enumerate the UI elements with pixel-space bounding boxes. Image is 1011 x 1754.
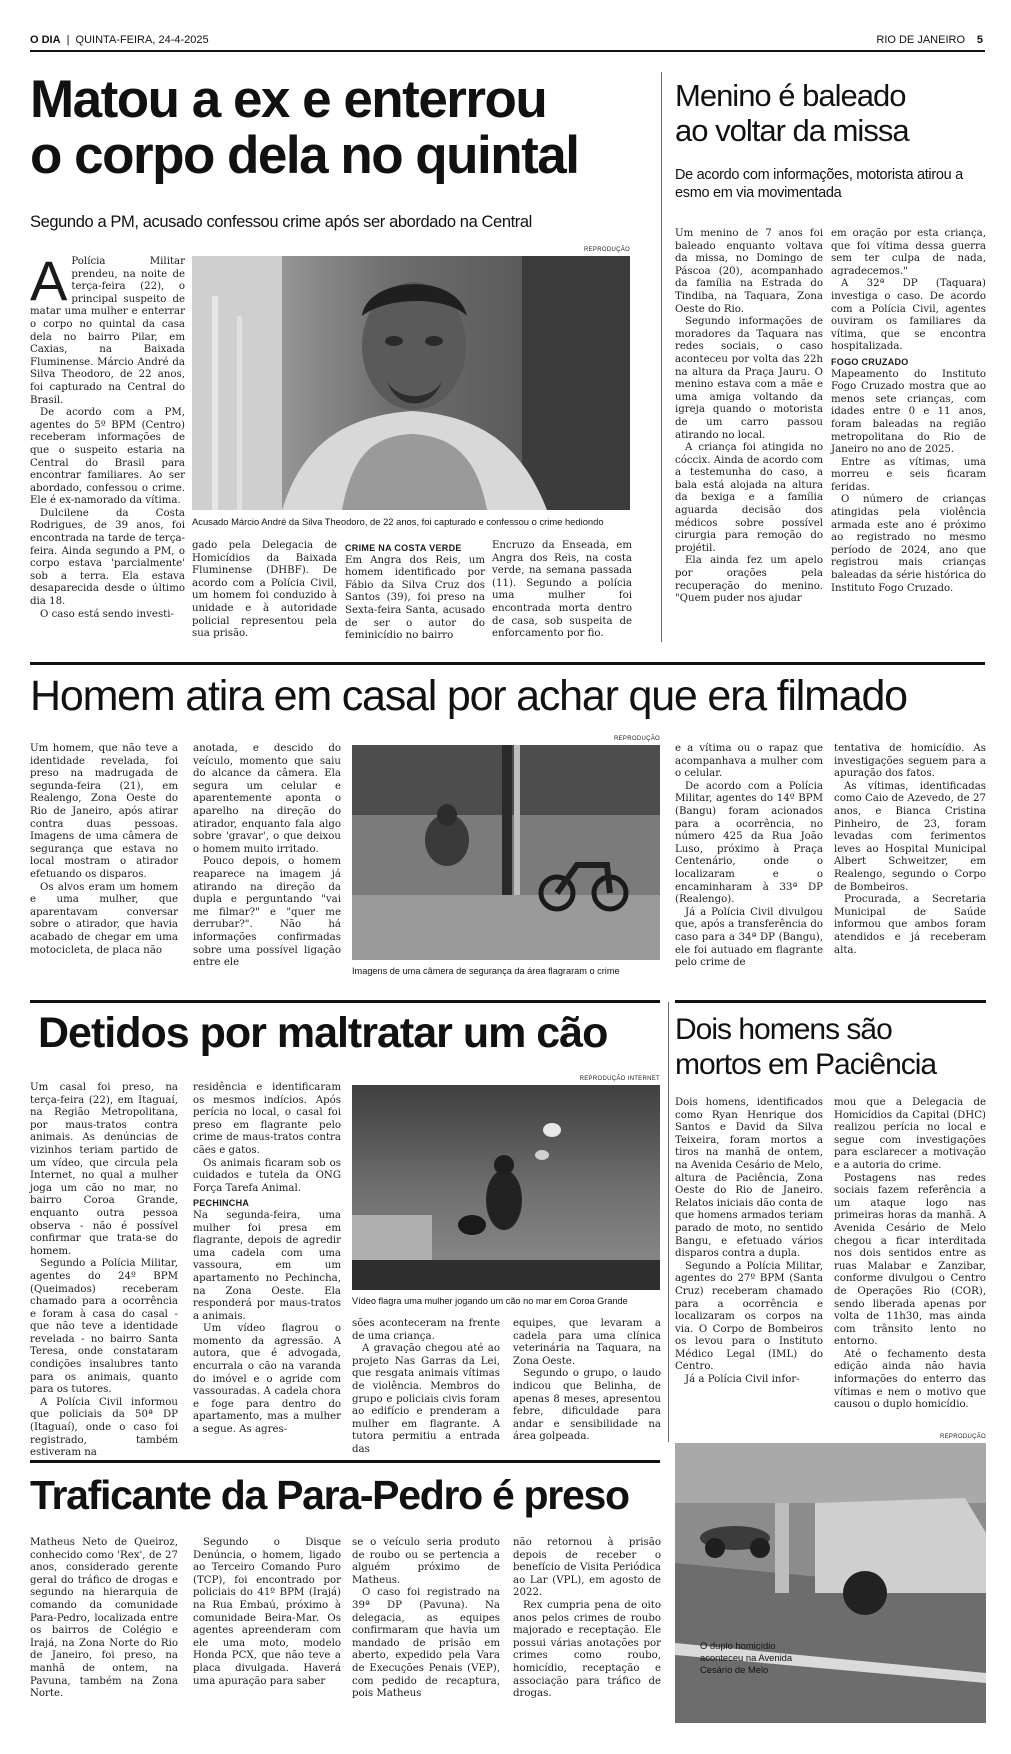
story3-column-4 [834, 743, 986, 998]
story5-column-2 [834, 1097, 986, 1427]
story1-column-2 [192, 540, 337, 640]
story4-photo-credit: REPRODUÇÃO INTERNET [579, 1076, 660, 1082]
story1-photo-credit: REPRODUÇÃO [583, 247, 630, 253]
story6-paragraph: se o veículo seria produto de roubo ou se pertencia a alguém próximo de Matheus. [352, 1537, 500, 1586]
story4-paragraph: residência e identificaram os mesmos indícios. Após perícia no local, o casal foi preso em flagrante pelo crime de maus-tratos contra cães e gatos. [193, 1082, 341, 1156]
story1-caption: Acusado Márcio André da Silva Theodoro, de 22 anos, foi capturado e confessou o crime hediondo [192, 516, 604, 527]
story3-caption: Imagens de uma câmera de segurança da área flagraram o crime [352, 966, 620, 976]
story2-paragraph: Segundo informações de moradores da Taquara nas redes sociais, o caso aconteceu por volta das 22h na altura da Praça Jauru. O menino estava com a mãe e uma amiga voltando da igreja quando o motorista de um carro passou atirando no local. [675, 316, 823, 441]
story2-subhead: FOGO CRUZADO [831, 356, 909, 367]
story4-paragraph: Os animais ficaram sob os cuidados e tutela da ONG Força Tarefa Animal. [193, 1157, 341, 1194]
story5-paragraph: Até o fechamento desta edição ainda não havia informações do enterro das vítimas e nem o motivo que causou o duplo homicídio. [834, 1348, 986, 1411]
story1-paragraph: De acordo com a PM, agentes do 5º BPM (Centro) receberam informações de que o suspeito estaria na Central do Brasil para encontrar familiares. Ao ser abordado, confessou o crime. Ele é ex-namorado da vítima. [30, 407, 185, 507]
story1-subhead: CRIME NA COSTA VERDE [345, 543, 462, 553]
story3-top-rule [30, 662, 985, 665]
story4-headline: Detidos por maltratar um cão [38, 1009, 608, 1057]
story4-column-3 [352, 1318, 500, 1455]
story1-deck: Segundo a PM, acusado confessou crime após ser abordado na Central [30, 213, 532, 231]
story3-paragraph: De acordo com a Polícia Militar, agentes do 14º BPM (Bangu) foram acionados para a ocorrência, no número 425 da Rua João Luso, próximo à Praça Centenário, onde o localizaram e o encaminharam à 33ª DP (Realengo). [675, 780, 823, 906]
story1-column-4 [492, 540, 632, 640]
story3-column-3 [675, 743, 823, 998]
column-divider [661, 72, 662, 642]
story3-photo [352, 745, 660, 960]
story6-headline: Traficante da Para-Pedro é preso [30, 1472, 629, 1518]
story6-column-1 [30, 1537, 178, 1737]
story2-paragraph: Ela ainda fez um apelo por orações pela recuperação do menino. "Quem puder nos ajudar [675, 555, 823, 605]
story4-paragraph: Segundo o grupo, o laudo indicou que Belinha, de apenas 8 meses, apresentou febre, dificuldade para andar e sensibilidade na área golpeada. [513, 1368, 661, 1443]
story3-paragraph: Já a Polícia Civil divulgou que, após a transferência do caso para a 34ª DP (Bangu), ele foi autuado em flagrante pelo crime de [675, 906, 823, 969]
story1-headline-line2: o corpo dela no quintal [30, 126, 579, 185]
story2-paragraph: O número de crianças atingidas pela violência armada este ano é próximo ao registrado no mesmo período de 2024, ano que registrou mais crianças baleadas da série histórica do Instituto Fogo Cruzado. [831, 494, 986, 594]
story4-paragraph: sões aconteceram na frente de uma criança. [352, 1318, 500, 1342]
story4-paragraph: Um vídeo flagrou o momento da agressão. A autora, que é advogada, encurrala o cão na varanda do imóvel e o agride com vassouradas. A cadela chora e foge para dentro do apartamento, mas a mulher a segue. As agres- [193, 1323, 341, 1436]
story2-headline-line1: Menino é baleado [675, 78, 906, 113]
story2-paragraph: Um menino de 7 anos foi baleado enquanto voltava da missa, no Domingo de Páscoa (20), acompanhado da família na Estrada do Tindiba, na Taquara, Zona Oeste do Rio. [675, 228, 823, 315]
story1-dropcap: A [30, 249, 68, 312]
story5-column-1 [675, 1097, 823, 1427]
issue-date: QUINTA-FEIRA, 24-4-2025 [75, 34, 209, 46]
story5-photo-credit: REPRODUÇÃO [939, 1434, 986, 1440]
story4-subhead: PECHINCHA [193, 1198, 250, 1209]
story2-paragraph: Mapeamento do Instituto Fogo Cruzado mostra que ao menos sete crianças, com idades entre 0 e 11 anos, foram baleadas na região metropolitana do Rio de Janeiro no ano de 2025. [831, 368, 986, 456]
story6-column-2 [193, 1537, 341, 1737]
story1-paragraph: Polícia Militar prendeu, na noite de terça-feira (22), o principal suspeito de matar uma mulher e enterrar o corpo no quintal da casa dela no bairro Pilar, em Caxias, na Baixada Fluminense. Márcio André da Silva Theodoro, de 22 anos, foi capturado na Central do Brasil. [30, 256, 185, 406]
story2-paragraph: A 32ª DP (Taquara) investiga o caso. De acordo com a Polícia Civil, agentes ouviram os familiares da vítima, que se encontra hospitalizada. [831, 278, 986, 353]
story3-column-2 [193, 743, 341, 998]
story2-headline [675, 78, 990, 148]
story5-top-rule [675, 1000, 986, 1003]
story2-headline-line2: ao voltar da missa [675, 113, 909, 148]
story1-photo [192, 256, 630, 510]
column-divider [668, 1002, 669, 1442]
story4-paragraph: A Polícia Civil informou que policiais da 50ª DP (Itaguaí), onde o caso foi registrado, também estiveram na [30, 1396, 178, 1459]
story4-column-4 [513, 1318, 661, 1443]
story6-paragraph: não retornou à prisão depois de receber o benefício de Visita Periódica ao Lar (VPL), em agosto de 2022. [513, 1537, 661, 1599]
story6-column-3 [352, 1537, 500, 1737]
story4-photo [352, 1085, 660, 1290]
page-number: 5 [976, 34, 983, 46]
suspect-portrait-image [192, 256, 630, 510]
story4-paragraph: equipes, que levaram a cadela para uma clínica veterinária na Taquara, na Zona Oeste. [513, 1318, 661, 1367]
story2-column-2 [831, 228, 986, 638]
story3-paragraph: Procurada, a Secretaria Municipal de Saúde informou que ambos foram atendidos e já receberam alta. [834, 894, 986, 956]
story1-headline [30, 72, 600, 184]
crime-scene-image [675, 1443, 986, 1723]
story3-paragraph: As vítimas, identificadas como Caio de Azevedo, de 27 anos, e Bianca Cristina Pinheiro, de 23, foram levadas com ferimentos leves ao Hospital Municipal Albert Schweitzer, em Realengo, segundo o Corpo de Bombeiros. [834, 780, 986, 893]
story5-headline-line1: Dois homens são [675, 1013, 892, 1046]
story3-paragraph: Pouco depois, o homem reaparece na imagem já atirando na direção da dupla e perguntando "vai me filmar?" e "quer me derrubar?". Não há informações confirmadas sobre uma possível ligação entre ele [193, 856, 341, 969]
header-separator: | [66, 34, 70, 46]
story2-paragraph: A criança foi atingida no cóccix. Ainda de acordo com a testemunha do caso, a bala está alojada na altura da bexiga e a família aguarda decisão dos médicos sobre possível cirurgia para remoção do projétil. [675, 442, 823, 554]
story4-column-2 [193, 1082, 341, 1442]
story1-paragraph: gado pela Delegacia de Homicídios da Baixada Fluminense (DHBF). De acordo com a Polícia Civil, um homem foi conduzido à unidade e à autoridade policial representou pela sua prisão. [192, 540, 337, 640]
story1-column-1 [30, 249, 185, 636]
story5-caption: O duplo homicídio aconteceu na Avenida Cesário de Melo [700, 1640, 793, 1675]
story4-paragraph: Um casal foi preso, na terça-feira (22), em Itaguaí, na Região Metropolitana, por maus-tratos contra animais. As denúncias de vizinhos teriam partido de um vídeo, que circula pela Internet, no qual a mulher joga um cão no mar, no bairro Coroa Grande, enquanto outra pessoa observa - não é possível confirmar que trata-se do homem. [30, 1082, 178, 1257]
story6-paragraph: O caso foi registrado na 39ª DP (Pavuna). Na delegacia, as equipes confirmaram que havia um mandado de prisão em aberto, expedido pela Vara de Execuções Penais (VEP), com pedido de recaptura, pois Matheus [352, 1587, 500, 1700]
story1-paragraph: Encruzo da Enseada, em Angra dos Reis, na costa verde, na semana passada (11). Segundo a polícia uma mulher foi encontrada morta dentro de casa, sob suspeita de enforcamento por fio. [492, 540, 632, 640]
story3-photo-credit: REPRODUÇÃO [613, 736, 660, 742]
page-header [30, 34, 985, 50]
story1-paragraph: O caso está sendo investi- [40, 608, 174, 620]
story5-paragraph: Postagens nas redes sociais fazem referência a um ataque logo nas primeiras horas da manhã. A Avenida Cesário de Melo chegou a ficar interditada nos dois sentidos entre as ruas Malabar e Zanzibar, conforme divulgou o Centro de Operações Rio (COR), sendo liberada apenas por volta de 11h30, mas ainda com trânsito lento no entorno. [834, 1172, 986, 1348]
story6-top-rule [30, 1460, 660, 1463]
story5-paragraph: mou que a Delegacia de Homicídios da Capital (DHC) realizou perícia no local e segue com investigações para esclarecer a motivação e a autoria do crime. [834, 1097, 986, 1171]
story1-paragraph: Dulcilene da Costa Rodrigues, de 39 anos, foi encontrada na tarde de terça-feira. Ainda segundo a PM, o corpo estava 'parcialmente' sob a terra. Ela estava desaparecida desde o último dia 18. [30, 507, 185, 608]
story3-paragraph: Um homem, que não teve a identidade revelada, foi preso na madrugada de segunda-feira (21), em Realengo, Zona Oeste do Rio de Janeiro, após atirar contra duas pessoas. Imagens de uma câmera de segurança que estava no local mostram o atirador efetuando os disparos. [30, 743, 178, 880]
story5-paragraph: Dois homens, identificados como Ryan Henrique dos Santos e David da Silva Teixeira, foram mortos a tiros na manhã de ontem, na Avenida Cesário de Melo, altura de Paciência, Zona Oeste do Rio de Janeiro. Relatos iniciais dão conta de que homens armados teriam parado de moto, no sentido Bangu, e efetuado vários disparos contra a dupla. [675, 1097, 823, 1260]
story5-headline-line2: mortos em Paciência [675, 1048, 937, 1081]
story6-paragraph: Rex cumpria pena de oito anos pelos crimes de roubo majorado e receptação. Ele possui várias anotações por crimes como roubo, homicídio, receptação e associação para tráfico de drogas. [513, 1599, 661, 1700]
story4-top-rule [30, 1000, 660, 1003]
story1-paragraph: Em Angra dos Reis, um homem identificado por Fábio da Silva Cruz dos Santos (39), foi preso na Sexta-feira Santa, acusado de ser o autor do feminicídio no bairro [345, 554, 485, 642]
story5-paragraph: Já a Polícia Civil infor- [685, 1374, 800, 1386]
story6-paragraph: Segundo o Disque Denúncia, o homem, ligado ao Terceiro Comando Puro (TCP), foi encontrado por policiais do 41º BPM (Irajá) na Rua Embaú, próximo à comunidade Beira-Mar. Os agentes apreenderam com ele uma moto, modelo Honda PCX, que não teve a placa divulgada. Haverá uma apuração para saber [193, 1537, 341, 1687]
story4-paragraph: Segundo a Polícia Militar, agentes do 24º BPM (Queimados) receberam chamado para a ocorrência e foram à casa do casal - que não teve a identidade revelada - no bairro Santa Teresa, onde constataram condições insalubres tanto para os animais, quanto para os tutores. [30, 1258, 178, 1396]
story3-paragraph: Os alvos eram um homem e uma mulher, que aparentavam conversar sobre o atirador, que havia acabado de chegar em uma motocicleta, de placa não [30, 881, 178, 956]
security-camera-image [352, 745, 660, 960]
story5-paragraph: Segundo a Polícia Militar, agentes do 27º BPM (Santa Cruz) receberam chamado para a ocorrência e localizaram os corpos na via. O Corpo de Bombeiros os levou para o Instituto Médico Legal (IML) do Centro. [675, 1260, 823, 1373]
story1-column-3 [345, 540, 485, 640]
section-name: RIO DE JANEIRO [876, 34, 965, 46]
story3-column-1 [30, 743, 178, 998]
story2-column-1 [675, 228, 823, 638]
story3-headline: Homem atira em casal por achar que era filmado [30, 672, 907, 720]
header-rule [30, 50, 985, 52]
story2-paragraph: em oração por esta criança, que foi vítima dessa guerra sem ter culpa de nada, agradecemos." [831, 228, 986, 277]
story4-paragraph: Na segunda-feira, uma mulher foi presa em flagrante, depois de agredir uma cadela com uma vassoura, em um apartamento no Pechincha, na Zona Oeste. Ela responderá por maus-tratos a animais. [193, 1209, 341, 1322]
story4-paragraph: A gravação chegou até ao projeto Nas Garras da Lei, que resgata animais vítimas de violência. Membros do grupo e policiais civis foram ao edifício e prenderam a mulher em flagrante. A tutora permitiu a entrada das [352, 1343, 500, 1455]
story3-paragraph: e a vítima ou o rapaz que acompanhava a mulher com o celular. [675, 743, 823, 780]
dog-thrown-image [352, 1085, 660, 1290]
brand-name: O DIA [30, 34, 61, 46]
story1-headline-line1: Matou a ex e enterrou [30, 70, 547, 129]
story3-paragraph: tentativa de homicídio. As investigações seguem para a apuração dos fatos. [834, 743, 986, 780]
story6-column-4 [513, 1537, 661, 1737]
story4-column-1 [30, 1082, 178, 1459]
story5-photo [675, 1443, 986, 1723]
story2-paragraph: Entre as vítimas, uma morreu e seis ficaram feridas. [831, 456, 986, 493]
story4-caption: Vídeo flagra uma mulher jogando um cão no mar em Coroa Grande [352, 1296, 628, 1306]
story5-headline [675, 1012, 990, 1082]
story2-deck: De acordo com informações, motorista atirou a esmo em via movimentada [675, 167, 963, 201]
story6-paragraph: Matheus Neto de Queiroz, conhecido como 'Rex', de 27 anos, considerado gerente geral do tráfico de drogas e segundo na hierarquia de comando da comunidade Para-Pedro, localizada entre os bairros de Colégio e Irajá, na Zona Norte do Rio de Janeiro, foi preso, na manhã de ontem, na Pavuna, também na Zona Norte. [30, 1537, 178, 1700]
story3-paragraph: anotada, e descido do veículo, momento que saiu do alcance da câmera. Ela segura um celular e aparentemente aponta o aparelho na direção do atirador, enquanto fala algo sobre 'gravar', o que deixou o homem muito irritado. [193, 743, 341, 855]
